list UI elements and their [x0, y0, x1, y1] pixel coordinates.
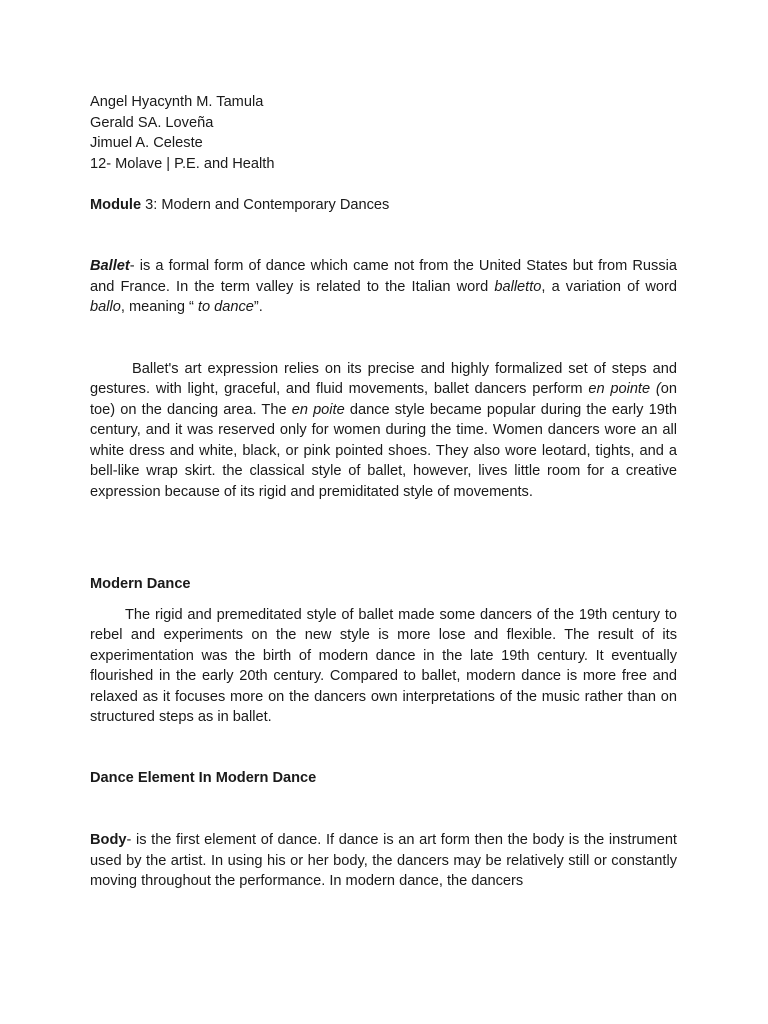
text-run: Ballet's art expression relies on its precise and highly formalized set of steps and gestures. with light, graceful, and fluid movements, ballet dancers perform	[90, 360, 677, 397]
module-name: 3: Modern and Contemporary Dances	[141, 196, 390, 213]
dance-element-heading: Dance Element In Modern Dance	[90, 770, 317, 786]
body-term: Body	[90, 832, 127, 848]
module-label: Module	[90, 196, 142, 213]
text-run: , meaning “	[120, 299, 198, 315]
section-line: 12- Molave | P.E. and Health	[90, 155, 275, 172]
ballet-paragraph	[90, 359, 677, 503]
ballet-definition	[90, 256, 677, 318]
text-run: - is a formal form of dance which came not from the United States but from Russia and France. In the term valley is related to the Italian word	[90, 258, 677, 295]
text-run: dance style became popular during the early 19th century, and it was reserved only for women during the time. Women dancers wore an all white dress and white, black, or pink pointed shoes. They also wore leotard, tights, and a bell-like wrap skirt. the classical style of ballet, however, lives little room for a creative expression because of its rigid and premiditated style of movements.	[90, 401, 678, 500]
italic-run: ballo	[90, 299, 121, 315]
italic-run: balletto	[494, 278, 542, 295]
document-page	[90, 92, 677, 892]
author-line: Angel Hyacynth M. Tamula	[90, 94, 264, 110]
author-line: Gerald SA. Loveña	[90, 114, 214, 131]
text-run: , a variation of word	[541, 278, 677, 295]
italic-run: to dance	[197, 299, 254, 315]
ballet-term: Ballet	[90, 258, 130, 274]
modern-dance-paragraph: The rigid and premeditated style of ballet made some dancers of the 19th century to rebel and experiments on the new style is more lose and flexible. The result of its experimentation was the birth of modern dance in the late 19th century. It eventually flourished in the early 20th century. Compared to ballet, modern dance is more free and relaxed as it focuses more on the dancers own interpretations of the music rather than on structured steps as in ballet.	[90, 606, 677, 725]
modern-dance-heading: Modern Dance	[90, 575, 191, 592]
text-run: - is the first element of dance. If dance is an art form then the body is the instrument used by the artist. In using his or her body, the dancers may be relatively still or constantly moving throughout the performance. In modern dance, the dancers	[90, 832, 677, 889]
module-title	[90, 195, 677, 216]
author-block	[90, 92, 677, 174]
text-run: on toe) on the dancing area. The	[90, 381, 677, 418]
body-definition	[90, 830, 677, 892]
italic-run: en poite	[291, 401, 345, 418]
text-run: ”.	[253, 299, 263, 315]
italic-run: en pointe (	[588, 381, 661, 397]
author-line: Jimuel A. Celeste	[90, 135, 203, 151]
